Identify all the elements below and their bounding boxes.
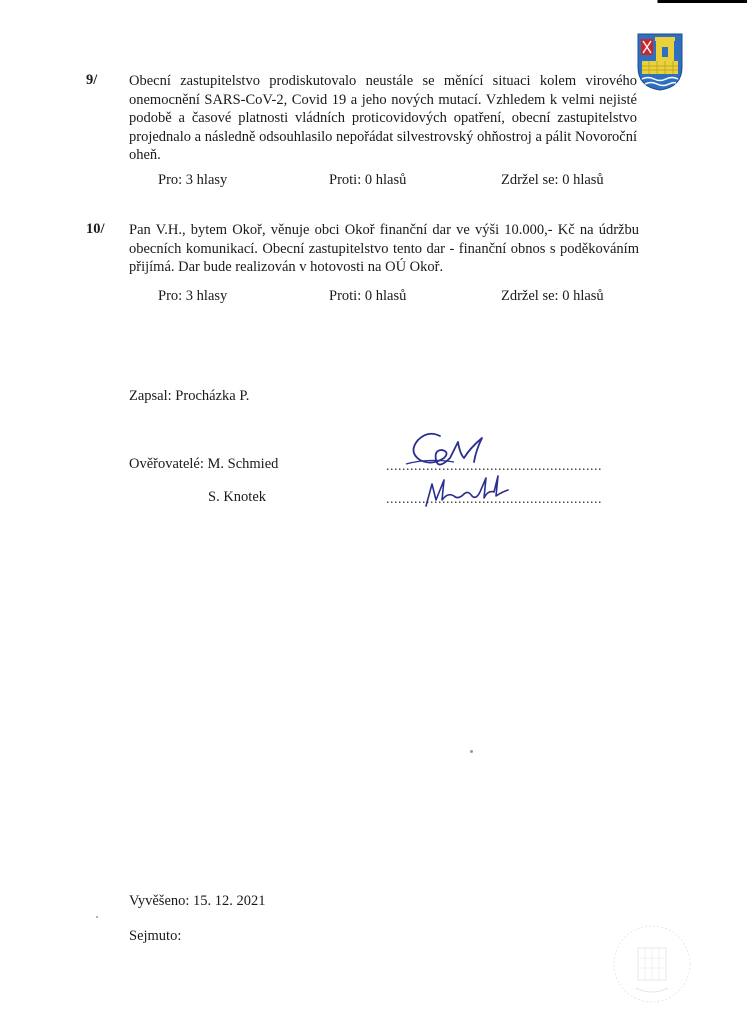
verifier-2-name: S. Knotek bbox=[208, 489, 266, 505]
embossed-stamp-icon bbox=[612, 918, 692, 1010]
item-number: 10/ bbox=[86, 221, 105, 237]
signature-line-1: ...................................................... bbox=[386, 459, 602, 474]
scan-speck bbox=[96, 916, 98, 918]
vote-pro: Pro: 3 hlasy bbox=[158, 172, 228, 188]
vote-zdrzel: Zdržel se: 0 hlasů bbox=[501, 172, 604, 188]
recorded-by: Zapsal: Procházka P. bbox=[129, 388, 250, 404]
scan-edge bbox=[0, 0, 747, 3]
verifiers-label: Ověřovatelé: M. Schmied bbox=[129, 456, 279, 472]
vote-proti: Proti: 0 hlasů bbox=[329, 288, 407, 304]
removed-date: Sejmuto: bbox=[129, 928, 182, 944]
municipal-crest-icon bbox=[637, 33, 683, 91]
signature-line-2: ...................................................... bbox=[386, 492, 602, 507]
posted-date: Vyvěšeno: 15. 12. 2021 bbox=[129, 893, 266, 909]
item-text: Obecní zastupitelstvo prodiskutovalo neustále se měnící situaci kolem virového onemocnění SARS-CoV-2, Covid 19 a jeho nových mutací. Vzhledem k velmi nejisté podobě a časové platnosti vládních proticovidových opatření, obecní zastupitelstvo projednalo a následně odsouhlasilo nepořádat silvestrovský ohňostroj a pálit Novoroční oheň. bbox=[129, 73, 637, 163]
item-text: Pan V.H., bytem Okoř, věnuje obci Okoř finanční dar ve výši 10.000,- Kč na údržbu obecních komunikací. Obecní zastupitelstvo tento dar - finanční obnos s poděkováním přijímá. Dar bude realizován v hotovosti na OÚ Okoř. bbox=[129, 222, 639, 275]
item-number: 9/ bbox=[86, 72, 98, 88]
vote-proti: Proti: 0 hlasů bbox=[329, 172, 407, 188]
vote-zdrzel: Zdržel se: 0 hlasů bbox=[501, 288, 604, 304]
signature-knotek bbox=[418, 470, 518, 510]
scan-speck bbox=[470, 750, 473, 753]
vote-pro: Pro: 3 hlasy bbox=[158, 288, 228, 304]
